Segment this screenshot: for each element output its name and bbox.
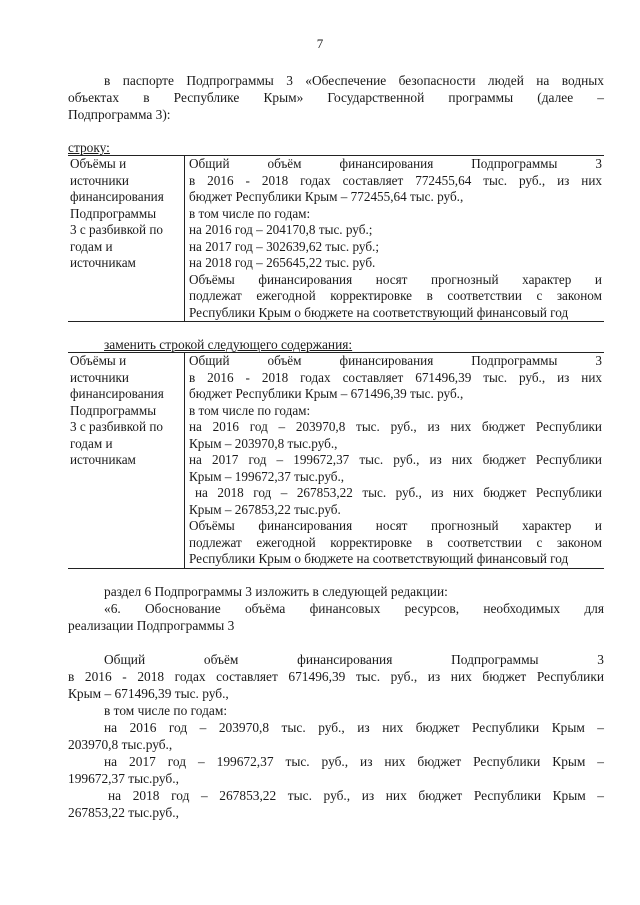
year-line: 203970,8 тыс.руб., xyxy=(68,737,173,752)
year-line: на 2017 год – 199672,37 тыс. руб., из них бюджет Республики Крым – xyxy=(104,754,604,769)
left-line: Подпрограммы xyxy=(70,402,157,418)
right-line: бюджет Республики Крым – 772455,64 тыс. руб., xyxy=(189,189,464,204)
left-line: источники xyxy=(70,172,129,188)
left-line: Подпрограммы xyxy=(70,205,157,221)
final-total-paragraph xyxy=(68,651,604,702)
right-line: в 2016 - 2018 годах составляет 772455,64 тыс. руб., из них xyxy=(189,172,602,188)
right-line: на 2017 год – 302639,62 тыс. руб.; xyxy=(189,238,379,254)
final-line: в 2016 - 2018 годах составляет 671496,39 тыс. руб., из них бюджет Республики xyxy=(68,669,604,684)
section6-title-cont: реализации Подпрограммы 3 xyxy=(68,618,235,633)
left-line: годам и xyxy=(70,435,113,451)
left-line: годам и xyxy=(70,238,113,254)
right-line: на 2018 год – 267853,22 тыс. руб., из них бюджет Республики xyxy=(195,485,602,500)
final-2018-paragraph xyxy=(68,787,604,821)
right-line: подлежат ежегодной корректировке в соответствии с законом xyxy=(189,288,602,303)
intro-line: Подпрограмма 3): xyxy=(68,107,171,122)
final-line: Крым – 671496,39 тыс. руб., xyxy=(68,686,229,701)
year-line: 199672,37 тыс.руб., xyxy=(68,771,179,786)
right-line: бюджет Республики Крым – 671496,39 тыс. руб., xyxy=(189,386,464,401)
year-line: 267853,22 тыс.руб., xyxy=(68,805,179,820)
right-line: Объёмы финансирования носят прогнозный характер и xyxy=(189,271,602,287)
section6-title: «6. Обоснование объёма финансовых ресурсов, необходимых для xyxy=(104,601,604,616)
right-line: в 2016 - 2018 годах составляет 671496,39 тыс. руб., из них xyxy=(189,369,602,385)
intro-paragraph xyxy=(68,72,604,123)
final-line: Общий объём финансирования Подпрограммы 3 xyxy=(104,652,604,667)
right-line: на 2018 год – 265645,22 тыс. руб. xyxy=(189,255,376,270)
right-line: Общий объём финансирования Подпрограммы 3 xyxy=(189,353,602,368)
right-line: Крым – 267853,22 тыс.руб. xyxy=(189,501,341,517)
left-line: источникам xyxy=(70,452,136,467)
new-table-right-cell xyxy=(185,353,605,569)
new-financing-table xyxy=(68,352,604,569)
left-line: финансирования xyxy=(70,189,164,204)
left-line: источникам xyxy=(70,255,136,270)
intro-line: в паспорте Подпрограммы 3 «Обеспечение безопасности людей на водных xyxy=(104,73,604,88)
right-line: на 2017 год – 199672,37 тыс. руб., из них бюджет Республики xyxy=(189,452,602,467)
year-line: на 2018 год – 267853,22 тыс. руб., из них бюджет Республики Крым – xyxy=(108,788,604,803)
final-2017-paragraph xyxy=(68,753,604,787)
section6-intro: раздел 6 Подпрограммы 3 изложить в следующей редакции: xyxy=(104,584,448,599)
intro-line: объектах в Республике Крым» Государственной программы (далее – xyxy=(68,90,604,105)
right-line: Республики Крым о бюджете на соответствующий финансовый год xyxy=(189,551,569,566)
right-line: Республики Крым о бюджете на соответствующий финансовый год xyxy=(189,304,569,320)
left-line: финансирования xyxy=(70,386,164,401)
old-table-left-cell xyxy=(68,156,185,322)
old-financing-table xyxy=(68,155,604,322)
year-line: на 2016 год – 203970,8 тыс. руб., из них бюджет Республики Крым – xyxy=(104,720,604,735)
label-stroku: строку: xyxy=(68,140,110,155)
left-line: Объёмы и xyxy=(70,353,127,368)
right-line: в том числе по годам: xyxy=(189,402,311,418)
new-table-left-cell xyxy=(68,353,185,569)
label-zamenit: заменить строкой следующего содержания: xyxy=(104,337,353,352)
left-line: источники xyxy=(70,369,129,385)
right-line: на 2016 год – 203970,8 тыс. руб., из них бюджет Республики xyxy=(189,419,602,434)
old-table-right-cell xyxy=(185,156,605,322)
right-line: на 2016 год – 204170,8 тыс. руб.; xyxy=(189,222,373,237)
left-line: 3 с разбивкой по xyxy=(70,419,164,434)
by-years-text: в том числе по годам: xyxy=(104,703,228,718)
right-line: подлежат ежегодной корректировке в соответствии с законом xyxy=(189,534,602,550)
right-line: Крым – 199672,37 тыс.руб., xyxy=(189,468,345,484)
final-2016-paragraph xyxy=(68,719,604,753)
page-number: 7 xyxy=(316,36,324,51)
right-line: Общий объём финансирования Подпрограммы 3 xyxy=(189,156,602,171)
right-line: Крым – 203970,8 тыс.руб., xyxy=(189,435,338,451)
final-by-years-label xyxy=(68,702,604,719)
left-line: 3 с разбивкой по xyxy=(70,222,164,237)
right-line: Объёмы финансирования носят прогнозный характер и xyxy=(189,518,602,533)
section6-block xyxy=(68,583,604,634)
left-line: Объёмы и xyxy=(70,156,127,171)
right-line: в том числе по годам: xyxy=(189,205,311,221)
